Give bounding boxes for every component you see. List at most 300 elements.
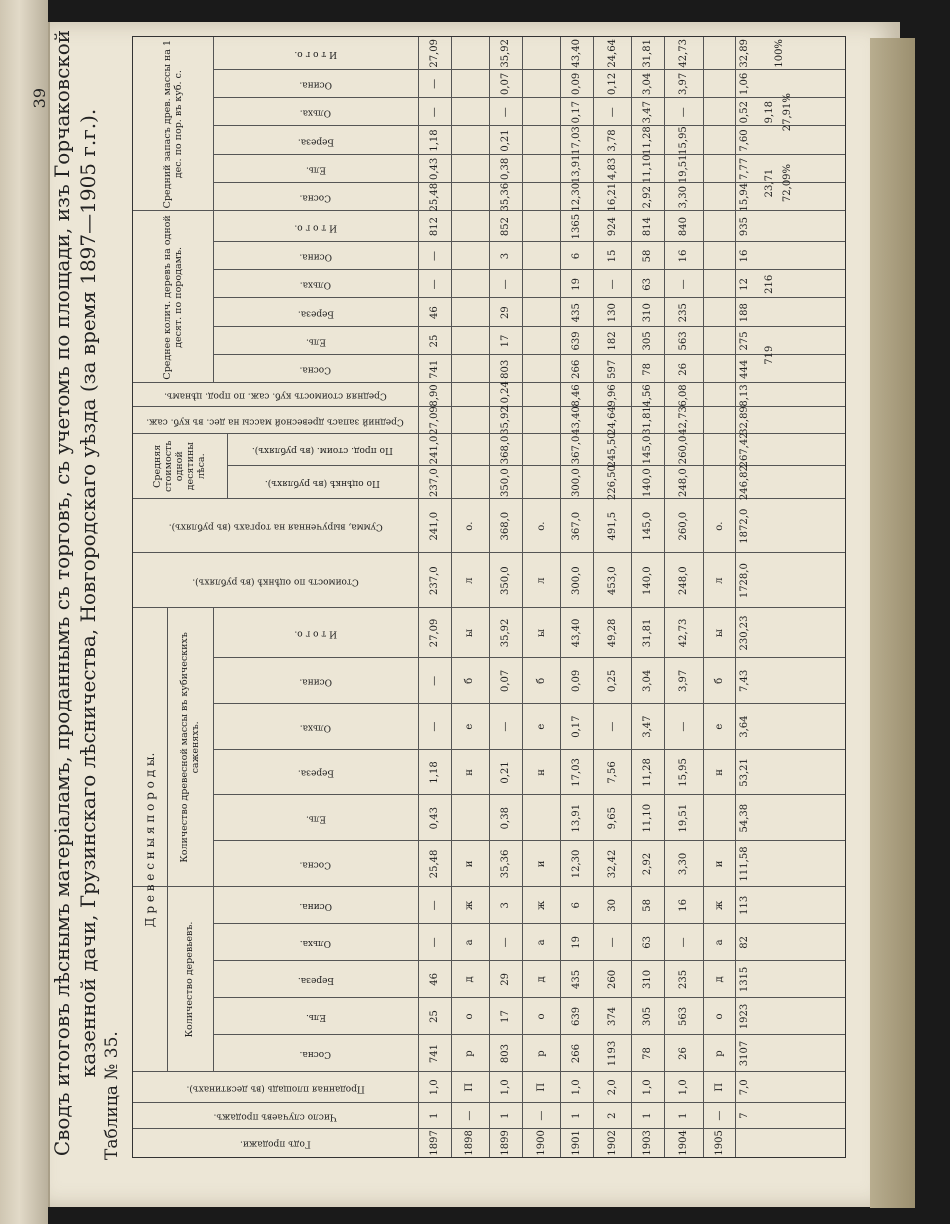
data-cell: 1,0 bbox=[642, 1079, 654, 1096]
volume-header: Количество древесной массы въ кубическихъ саженяхъ. bbox=[178, 632, 201, 863]
data-cell: 19 bbox=[571, 277, 583, 291]
data-cell: — bbox=[428, 675, 440, 686]
data-cell: и bbox=[464, 860, 476, 868]
data-cell: 368,0 bbox=[499, 435, 511, 465]
data-cell: 12 bbox=[739, 277, 751, 291]
data-cell: 27,09 bbox=[428, 618, 440, 648]
column-header: Сосна. bbox=[299, 192, 332, 203]
data-cell: 1728,0 bbox=[739, 563, 751, 599]
data-cell: 814 bbox=[642, 217, 654, 237]
data-cell: 43,40 bbox=[571, 618, 583, 648]
data-cell: 8,90 bbox=[428, 384, 440, 407]
data-cell: 3,30 bbox=[677, 186, 689, 209]
data-cell: ы bbox=[464, 628, 476, 637]
data-cell: ж bbox=[535, 900, 547, 910]
data-cell: 0,21 bbox=[499, 761, 511, 784]
data-cell: 0,07 bbox=[499, 72, 511, 95]
data-cell: — bbox=[606, 107, 618, 118]
data-cell: 4,83 bbox=[606, 157, 618, 180]
data-cell: ы bbox=[535, 628, 547, 637]
data-cell: 491,5 bbox=[606, 511, 618, 541]
data-cell: 266 bbox=[571, 1043, 583, 1064]
species-group-header: Д р е в е с н ы я п о р о д ы. bbox=[142, 752, 157, 928]
data-cell: 260 bbox=[606, 969, 618, 989]
title-line-2: казенной дачи, Грузинскаго лѣсничества, Новгородскаго уѣзда (за время 1897—1905 г.г.). bbox=[76, 108, 100, 1078]
data-cell: 140,0 bbox=[642, 566, 654, 595]
column-header: Годъ продажи. bbox=[240, 1138, 311, 1149]
data-cell: 2,0 bbox=[606, 1079, 618, 1096]
data-cell: — bbox=[464, 1110, 476, 1121]
stock-total-pct: 100% bbox=[773, 39, 785, 68]
data-cell: 248,0 bbox=[677, 468, 689, 497]
stock-decid-pct: 27,91% bbox=[781, 93, 793, 132]
column-header: Число случаевъ продажъ. bbox=[213, 1111, 338, 1122]
data-cell: 58 bbox=[642, 249, 654, 263]
data-cell: 6,08 bbox=[677, 384, 689, 407]
data-cell: 563 bbox=[677, 331, 689, 351]
data-cell: о bbox=[535, 1013, 547, 1020]
year-cell: 1902 bbox=[606, 1130, 618, 1156]
data-cell: 35,36 bbox=[499, 182, 511, 212]
data-cell: 3,97 bbox=[677, 72, 689, 95]
data-cell: 13,91 bbox=[571, 154, 583, 184]
data-cell: 1,0 bbox=[499, 1079, 511, 1096]
data-cell: 1872,0 bbox=[739, 508, 751, 544]
page-number: 39 bbox=[30, 88, 49, 109]
data-cell: 0,21 bbox=[499, 129, 511, 152]
data-cell: 31,81 bbox=[642, 39, 654, 68]
data-cell: 42,73 bbox=[677, 618, 689, 648]
data-cell: 444 bbox=[739, 359, 751, 379]
tree-count-header: Количество деревьевъ. bbox=[184, 921, 196, 1038]
data-cell: 1,0 bbox=[677, 1079, 689, 1096]
data-cell: 140,0 bbox=[642, 468, 654, 497]
data-cell: 1,18 bbox=[428, 129, 440, 152]
column-header: Осина. bbox=[298, 251, 332, 262]
column-header: Береза. bbox=[297, 136, 334, 147]
data-cell: 0,43 bbox=[428, 157, 440, 180]
data-cell: о. bbox=[535, 521, 547, 531]
data-cell: 35,92 bbox=[499, 406, 511, 435]
data-cell: н bbox=[464, 769, 476, 776]
data-cell: 2,92 bbox=[642, 852, 654, 876]
data-cell: 12,30 bbox=[571, 849, 583, 879]
data-cell: 12,30 bbox=[571, 182, 583, 212]
data-cell: 741 bbox=[428, 359, 440, 379]
data-cell: — bbox=[677, 107, 689, 118]
data-cell: 3,78 bbox=[606, 129, 618, 152]
data-cell: — bbox=[499, 279, 511, 290]
data-cell: 31,81 bbox=[642, 618, 654, 648]
data-cell: 3 bbox=[499, 252, 511, 260]
data-cell: 78 bbox=[642, 362, 654, 376]
avg-decid-sum: 216 bbox=[763, 274, 775, 294]
stock-conifer-sum: 23,71 bbox=[763, 168, 775, 198]
data-cell: 3107 bbox=[739, 1040, 751, 1067]
data-cell: ж bbox=[464, 900, 476, 910]
year-cell: 1905 bbox=[713, 1130, 725, 1156]
data-cell: 350,0 bbox=[499, 566, 511, 595]
data-cell: 1,06 bbox=[739, 72, 751, 95]
data-cell: и bbox=[713, 860, 725, 868]
stock-conifer-pct: 72,09% bbox=[781, 163, 793, 203]
data-cell: 35,92 bbox=[499, 39, 511, 68]
column-header: Ель. bbox=[305, 1011, 326, 1022]
data-cell: 19,51 bbox=[677, 154, 689, 184]
data-cell: 46 bbox=[428, 306, 440, 320]
data-cell: 27,09 bbox=[428, 39, 440, 68]
data-cell: 3,47 bbox=[642, 101, 654, 124]
data-cell: 563 bbox=[677, 1006, 689, 1027]
data-cell: л bbox=[464, 577, 476, 584]
data-cell: 46 bbox=[428, 973, 440, 986]
data-cell: — bbox=[428, 937, 440, 948]
rotated-table-sheet bbox=[28, 18, 858, 1168]
data-cell: 78 bbox=[642, 1047, 654, 1060]
data-cell: 3,30 bbox=[677, 852, 689, 876]
data-cell: 27,09 bbox=[428, 406, 440, 435]
data-cell: 1 bbox=[642, 1112, 654, 1119]
data-cell: 230,23 bbox=[739, 615, 751, 651]
data-cell: 15 bbox=[606, 249, 618, 263]
data-cell: 803 bbox=[499, 1043, 511, 1064]
data-cell: 639 bbox=[571, 331, 583, 351]
data-cell: 226,50 bbox=[606, 465, 618, 501]
data-cell: 245,50 bbox=[606, 432, 618, 468]
data-cell: 15,95 bbox=[677, 758, 689, 787]
year-cell: 1899 bbox=[499, 1130, 511, 1156]
data-cell: 25 bbox=[428, 334, 440, 348]
data-cell: 3,97 bbox=[677, 669, 689, 693]
data-cell: 2,92 bbox=[642, 186, 654, 209]
data-cell: 305 bbox=[642, 1006, 654, 1027]
data-cell: 1,0 bbox=[428, 1079, 440, 1096]
data-cell: 367,0 bbox=[571, 511, 583, 541]
data-cell: 852 bbox=[499, 217, 511, 237]
data-cell: е bbox=[464, 723, 476, 730]
year-cell: 1903 bbox=[642, 1130, 654, 1156]
column-header: Береза. bbox=[297, 974, 334, 985]
data-cell: а bbox=[535, 939, 547, 946]
data-cell: 42,73 bbox=[677, 39, 689, 68]
data-cell: 6 bbox=[571, 252, 583, 260]
data-cell: 260,0 bbox=[677, 435, 689, 465]
avg-conifer-sum: 719 bbox=[763, 345, 775, 365]
data-cell: 25,48 bbox=[428, 849, 440, 879]
data-cell: р bbox=[535, 1050, 547, 1057]
data-cell: р bbox=[464, 1050, 476, 1057]
column-header: Ольха. bbox=[299, 279, 331, 290]
data-cell: ы bbox=[713, 628, 725, 637]
data-cell: и bbox=[535, 860, 547, 868]
column-header: И т о г о. bbox=[293, 48, 337, 59]
data-cell: 840 bbox=[677, 217, 689, 237]
data-cell: 26 bbox=[677, 362, 689, 376]
data-cell: 16 bbox=[739, 249, 751, 263]
data-cell: 24,64 bbox=[606, 406, 618, 435]
data-cell: д bbox=[535, 976, 547, 983]
data-cell: — bbox=[428, 279, 440, 290]
data-cell: 17 bbox=[499, 1010, 511, 1023]
data-cell: 6 bbox=[571, 902, 583, 909]
data-cell: 435 bbox=[571, 969, 583, 989]
column-header: Сосна. bbox=[299, 1049, 332, 1060]
data-cell: а bbox=[713, 939, 725, 946]
data-cell: 53,21 bbox=[739, 758, 751, 787]
column-header: Осина. bbox=[298, 79, 332, 90]
data-cell: 15,94 bbox=[739, 182, 751, 212]
data-cell: н bbox=[535, 769, 547, 776]
data-cell: — bbox=[677, 937, 689, 948]
data-cell: — bbox=[428, 721, 440, 732]
data-cell: 435 bbox=[571, 303, 583, 323]
data-cell: 0,09 bbox=[571, 72, 583, 95]
data-cell: 935 bbox=[739, 217, 751, 237]
data-cell: 42,73 bbox=[677, 406, 689, 435]
column-header: Ель. bbox=[305, 813, 326, 824]
data-cell: 310 bbox=[642, 969, 654, 989]
data-cell: 24,64 bbox=[606, 39, 618, 68]
data-cell: 803 bbox=[499, 359, 511, 379]
data-cell: 19,51 bbox=[677, 803, 689, 833]
data-cell: 111,58 bbox=[739, 846, 751, 882]
data-cell: 1193 bbox=[606, 1040, 618, 1067]
data-cell: е bbox=[713, 723, 725, 730]
data-cell: б bbox=[535, 677, 547, 684]
data-cell: о bbox=[713, 1013, 725, 1020]
data-cell: 10,24 bbox=[499, 381, 511, 410]
data-cell: 35,92 bbox=[499, 618, 511, 648]
data-cell: 0,17 bbox=[571, 101, 583, 124]
data-cell: 7,77 bbox=[739, 157, 751, 180]
data-cell: 1 bbox=[677, 1112, 689, 1119]
data-cell: — bbox=[535, 1110, 547, 1121]
column-header: Средний запасъ древесной массы на дес. въ куб. саж. bbox=[146, 416, 405, 427]
data-cell: 130 bbox=[606, 303, 618, 323]
data-cell: ж bbox=[713, 900, 725, 910]
data-cell: 16,21 bbox=[606, 182, 618, 212]
data-cell: 241,0 bbox=[428, 435, 440, 465]
data-cell: 3,04 bbox=[642, 669, 654, 693]
data-cell: 812 bbox=[428, 217, 440, 237]
data-cell: 241,0 bbox=[428, 511, 440, 541]
data-cell: б bbox=[464, 677, 476, 684]
page-stack-edge bbox=[870, 38, 915, 1208]
data-cell: 9,65 bbox=[606, 807, 618, 830]
data-cell: 29 bbox=[499, 306, 511, 320]
data-cell: — bbox=[428, 251, 440, 261]
data-cell: 31,81 bbox=[642, 406, 654, 435]
data-cell: П bbox=[464, 1082, 476, 1092]
data-cell: н bbox=[713, 769, 725, 776]
data-cell: 43,40 bbox=[571, 39, 583, 68]
data-cell: 30 bbox=[606, 898, 618, 912]
data-cell: 639 bbox=[571, 1006, 583, 1027]
data-cell: 310 bbox=[642, 303, 654, 323]
data-cell: а bbox=[464, 939, 476, 946]
data-cell: 266 bbox=[571, 359, 583, 379]
data-cell: 741 bbox=[428, 1043, 440, 1064]
data-cell: 19 bbox=[571, 936, 583, 949]
data-cell: 29 bbox=[499, 973, 511, 986]
data-cell: — bbox=[499, 937, 511, 948]
data-cell: 246,82 bbox=[739, 465, 751, 501]
column-header: Ель. bbox=[305, 336, 326, 347]
column-header: И т о г о. bbox=[293, 628, 337, 639]
data-cell: 26 bbox=[677, 1047, 689, 1060]
data-cell: о bbox=[464, 1013, 476, 1020]
data-cell: П bbox=[713, 1082, 725, 1092]
data-cell: о. bbox=[464, 521, 476, 531]
data-cell: 0,09 bbox=[571, 669, 583, 693]
data-cell: р bbox=[713, 1050, 725, 1057]
year-cell: 1898 bbox=[464, 1130, 476, 1156]
column-header: Осина. bbox=[298, 900, 332, 911]
data-cell: 0,38 bbox=[499, 807, 511, 830]
data-cell: 0,43 bbox=[428, 807, 440, 830]
data-cell: 924 bbox=[606, 217, 618, 237]
data-cell: 300,0 bbox=[571, 468, 583, 497]
data-cell: 0,25 bbox=[606, 669, 618, 693]
title-line-1: Сводъ итоговъ лѣснымъ матеріаламъ, проданнымъ съ торговъ, съ учетомъ по площади, изъ Горчаковской bbox=[50, 29, 74, 1157]
data-cell: 17,03 bbox=[571, 126, 583, 155]
data-cell: 0,17 bbox=[571, 715, 583, 738]
data-cell: 63 bbox=[642, 936, 654, 949]
table-number: Таблица № 35. bbox=[102, 1031, 122, 1160]
data-cell: 0,07 bbox=[499, 669, 511, 693]
data-cell: 597 bbox=[606, 359, 618, 379]
data-cell: 0,38 bbox=[499, 157, 511, 180]
data-cell: — bbox=[428, 78, 440, 89]
data-cell: — bbox=[606, 721, 618, 732]
data-cell: 1 bbox=[499, 1112, 511, 1119]
data-cell: 1,0 bbox=[571, 1079, 583, 1096]
data-cell: 237,0 bbox=[428, 566, 440, 595]
data-cell: 3,47 bbox=[642, 715, 654, 738]
data-cell: 11,28 bbox=[642, 126, 654, 155]
data-cell: 248,0 bbox=[677, 566, 689, 595]
avg-cost-header: Средняя стоимость одной десятины лѣса. bbox=[152, 440, 208, 493]
data-cell: 63 bbox=[642, 277, 654, 291]
data-cell: — bbox=[713, 1110, 725, 1121]
column-header: Ольха. bbox=[299, 107, 331, 118]
data-cell: — bbox=[499, 721, 511, 732]
data-cell: 2 bbox=[606, 1112, 618, 1119]
data-cell: 49,28 bbox=[606, 618, 618, 648]
data-cell: 16 bbox=[677, 898, 689, 912]
year-cell: 1897 bbox=[428, 1130, 440, 1156]
data-cell: — bbox=[606, 279, 618, 290]
column-header: Ольха. bbox=[299, 722, 331, 733]
stock-decid-sum: 9,18 bbox=[763, 101, 775, 124]
data-cell: 260,0 bbox=[677, 511, 689, 541]
data-cell: — bbox=[677, 721, 689, 732]
data-cell: — bbox=[428, 107, 440, 118]
data-cell: 0,52 bbox=[739, 101, 751, 124]
data-cell: 267,42 bbox=[739, 432, 751, 468]
data-cell: д bbox=[464, 976, 476, 983]
data-cell: 453,0 bbox=[606, 566, 618, 595]
data-cell: 145,0 bbox=[642, 435, 654, 465]
data-cell: 305 bbox=[642, 331, 654, 351]
data-cell: 11,10 bbox=[642, 154, 654, 184]
column-header: Осина. bbox=[298, 676, 332, 687]
year-cell: 1901 bbox=[571, 1130, 583, 1156]
data-cell: 11,10 bbox=[642, 803, 654, 833]
data-cell: 9,96 bbox=[606, 384, 618, 407]
data-cell: 15,95 bbox=[677, 126, 689, 155]
column-header: Сосна. bbox=[299, 859, 332, 870]
data-cell: 300,0 bbox=[571, 566, 583, 595]
avg-stock-header: Средний запасъ древ. массы на 1 дес. по пор. въ куб. с. bbox=[161, 40, 184, 209]
column-header: Береза. bbox=[297, 308, 334, 319]
data-cell: П bbox=[535, 1082, 547, 1092]
column-header: По оцѣнкѣ (въ рубляхъ). bbox=[264, 478, 380, 489]
statistics-table bbox=[132, 36, 846, 1158]
data-cell: 275 bbox=[739, 331, 751, 351]
data-cell: 32,89 bbox=[739, 406, 751, 435]
data-cell: — bbox=[499, 107, 511, 118]
year-cell: 1904 bbox=[677, 1130, 689, 1156]
data-cell: 374 bbox=[606, 1006, 618, 1027]
data-cell: 25 bbox=[428, 1010, 440, 1023]
data-cell: 13,91 bbox=[571, 803, 583, 833]
data-cell: е bbox=[535, 723, 547, 730]
data-cell: 145,0 bbox=[642, 511, 654, 541]
data-cell: 17,03 bbox=[571, 758, 583, 787]
data-cell: — bbox=[606, 937, 618, 948]
data-cell: 1,18 bbox=[428, 761, 440, 784]
data-cell: 235 bbox=[677, 969, 689, 989]
data-cell: 43,40 bbox=[571, 406, 583, 435]
column-header: Ель. bbox=[305, 164, 326, 175]
data-cell: 8,46 bbox=[571, 384, 583, 407]
data-cell: 7,60 bbox=[739, 129, 751, 152]
data-cell: — bbox=[428, 900, 440, 911]
data-cell: 113 bbox=[739, 895, 751, 915]
data-cell: 3 bbox=[499, 902, 511, 909]
data-cell: 4,56 bbox=[642, 384, 654, 407]
data-cell: 7 bbox=[739, 1112, 751, 1119]
data-cell: 0,12 bbox=[606, 72, 618, 95]
data-cell: 25,48 bbox=[428, 182, 440, 212]
data-cell: 32,89 bbox=[739, 39, 751, 68]
data-cell: 32,42 bbox=[606, 849, 618, 879]
data-cell: 7,0 bbox=[739, 1079, 751, 1096]
data-cell: 235 bbox=[677, 303, 689, 323]
column-header: Сосна. bbox=[299, 364, 332, 375]
data-cell: 1365 bbox=[571, 213, 583, 240]
column-header: Стоимость по оцѣнкѣ (въ рубляхъ). bbox=[192, 576, 359, 587]
column-header: Береза. bbox=[297, 767, 334, 778]
data-cell: 188 bbox=[739, 303, 751, 323]
data-cell: л bbox=[535, 577, 547, 584]
column-header: Ольха. bbox=[299, 937, 331, 948]
data-cell: б bbox=[713, 677, 725, 684]
avg-trees-header: Среднее колич. деревъ на одной десят. по породамъ. bbox=[161, 215, 184, 380]
data-cell: 11,28 bbox=[642, 758, 654, 787]
data-cell: 367,0 bbox=[571, 435, 583, 465]
data-cell: д bbox=[713, 976, 725, 983]
data-cell: 182 bbox=[606, 331, 618, 351]
data-cell: 368,0 bbox=[499, 511, 511, 541]
column-header: Средняя стоимость куб. саж. по прод. цѣнамъ. bbox=[164, 390, 387, 401]
year-cell: 1900 bbox=[535, 1130, 547, 1156]
data-cell: 1 bbox=[571, 1112, 583, 1119]
data-cell: 7,56 bbox=[606, 761, 618, 784]
data-cell: 35,36 bbox=[499, 849, 511, 879]
data-cell: 82 bbox=[739, 936, 751, 949]
